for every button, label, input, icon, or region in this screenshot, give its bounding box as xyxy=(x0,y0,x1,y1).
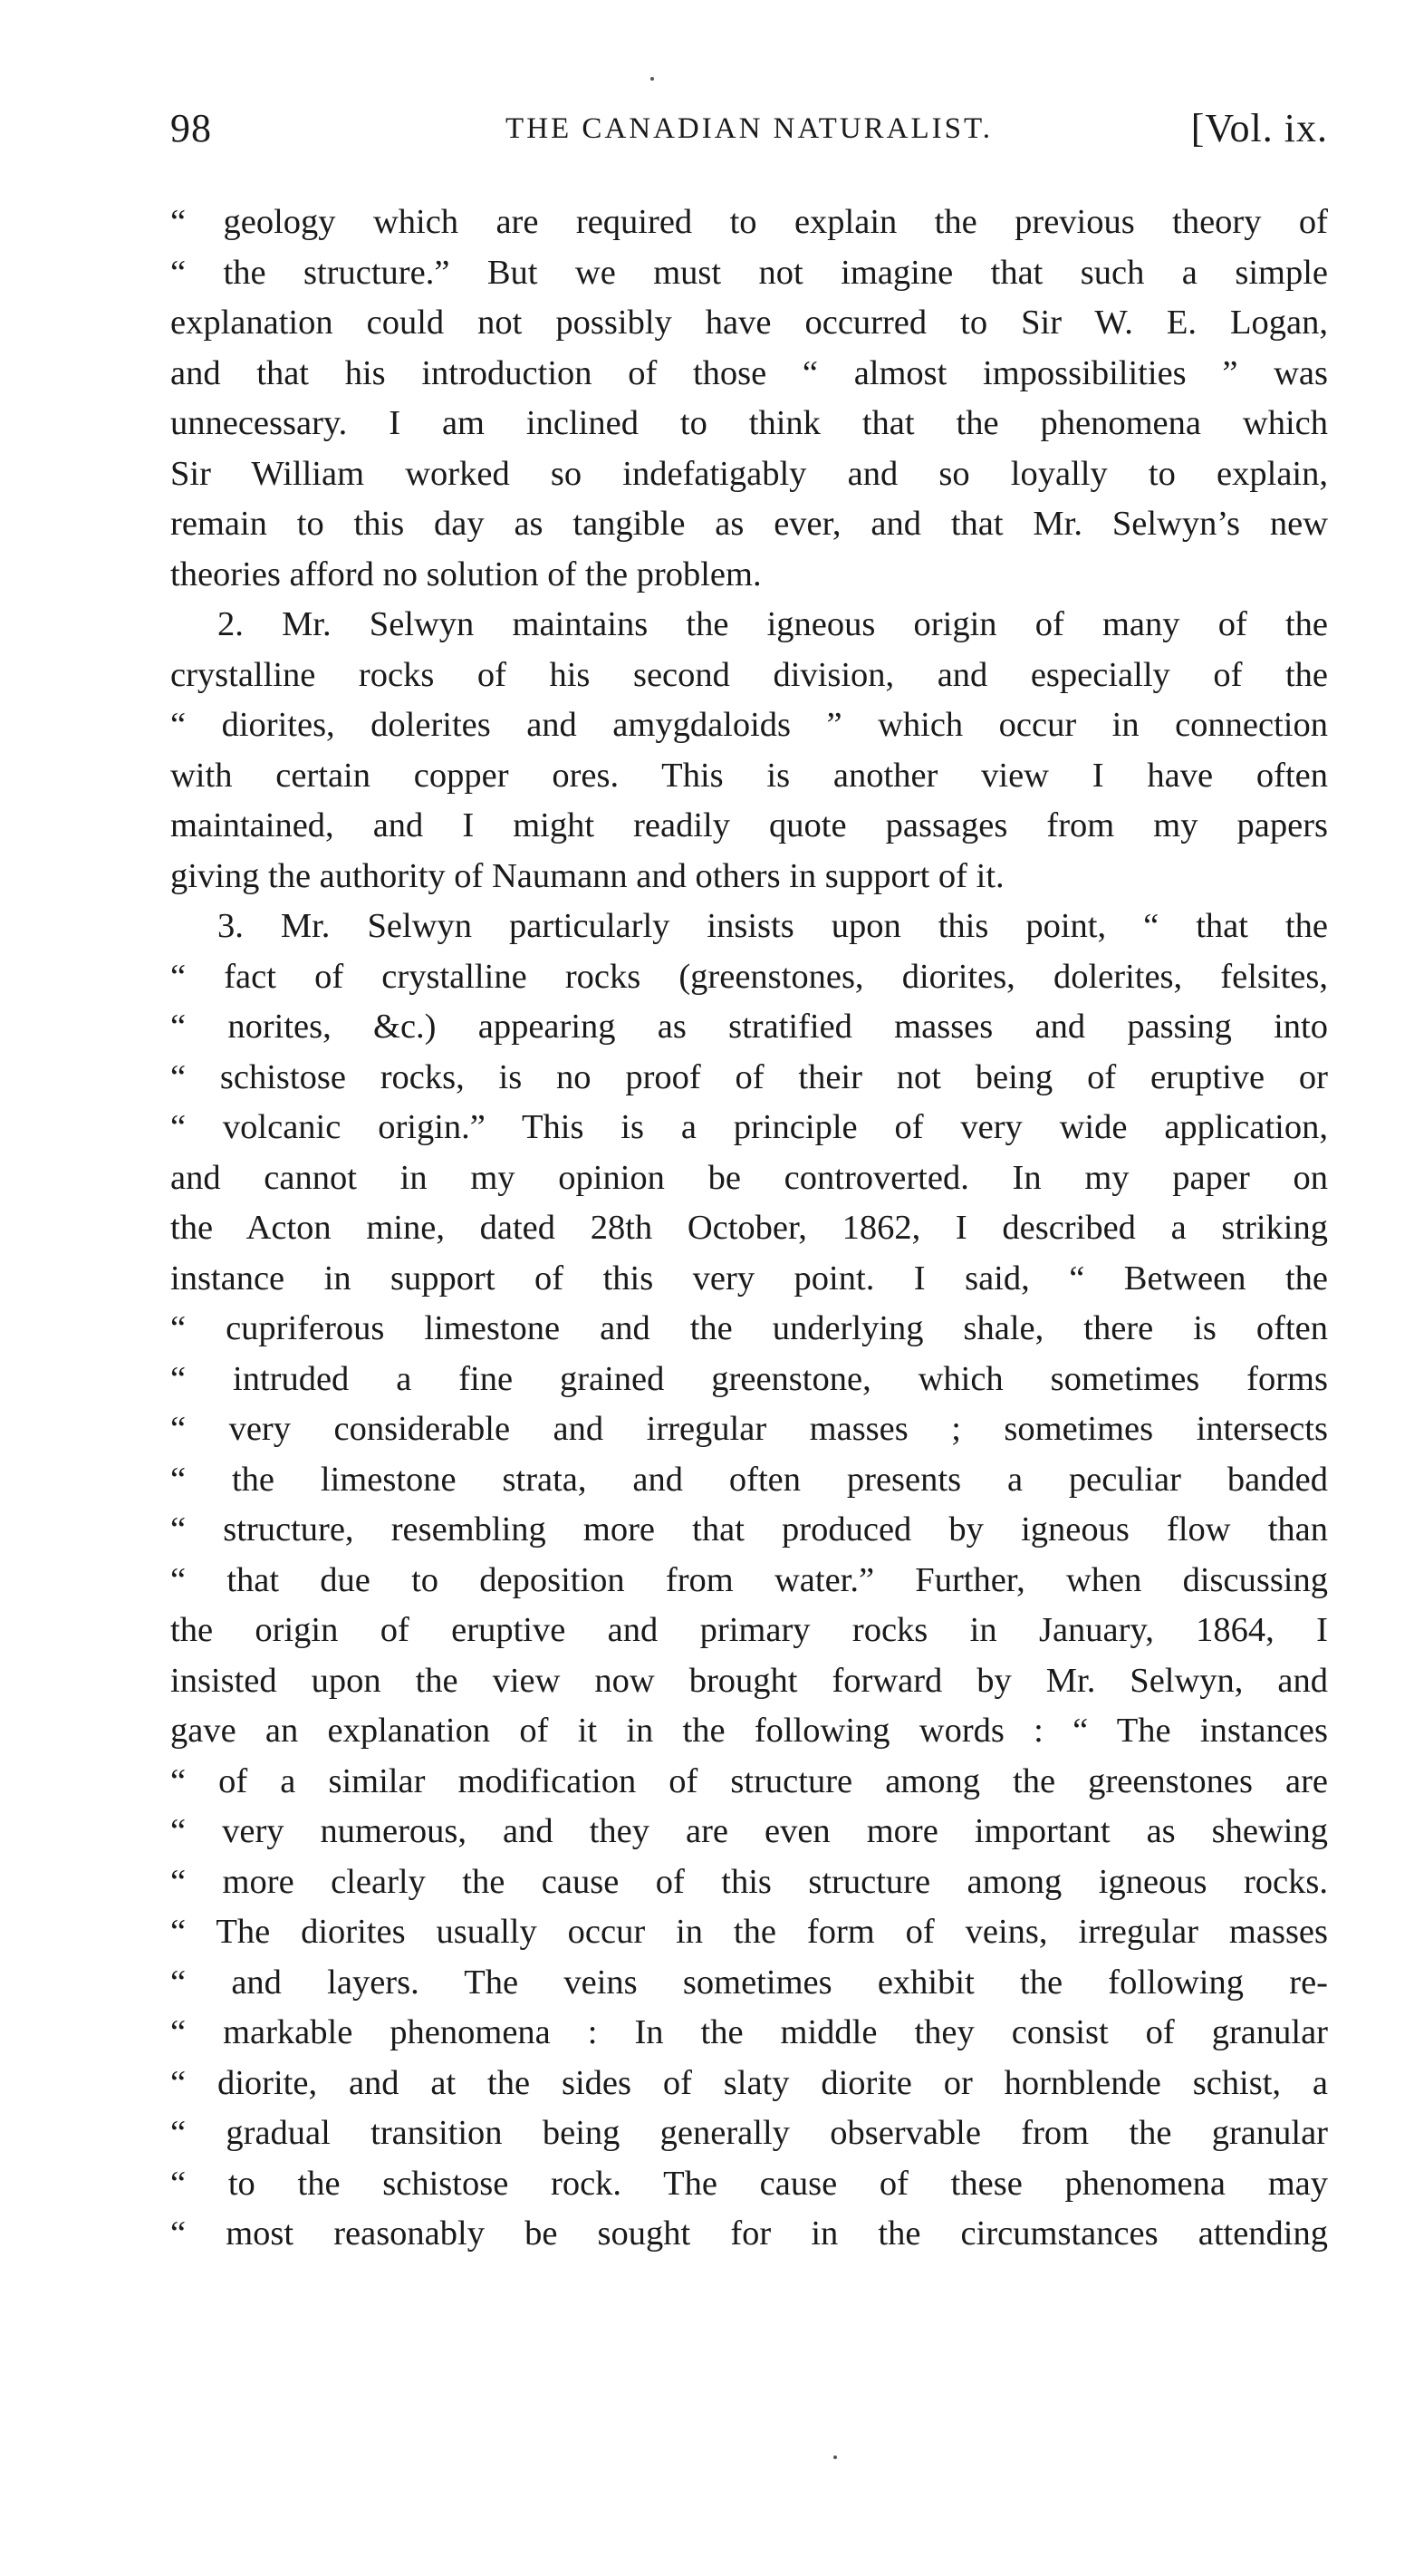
text-line: “ of a similar modification of structure among the greenstones are xyxy=(170,1761,1328,1800)
text-line: unnecessary. I am inclined to think that the phenomena which xyxy=(170,404,1328,442)
text-line: “ the limestone strata, and often presents a peculiar banded xyxy=(170,1460,1328,1499)
text-line: maintained, and I might readily quote passages from my papers xyxy=(170,806,1328,844)
text-line: insisted upon the view now brought forward by Mr. Selwyn, and xyxy=(170,1661,1328,1700)
print-speck xyxy=(650,77,654,81)
text-line: “ the structure.” But we must not imagine that such a simple xyxy=(170,253,1328,292)
text-line: Sir William worked so indefatigably and so loyally to explain, xyxy=(170,454,1328,493)
text-line: crystalline rocks of his second division, and especially of the xyxy=(170,655,1328,694)
text-line: “ norites, &c.) appearing as stratified masses and passing into xyxy=(170,1008,1328,1046)
text-line: “ schistose rocks, is no proof of their not being of eruptive or xyxy=(170,1057,1328,1096)
text-line: theories afford no solution of the problem. xyxy=(170,555,762,593)
text-line: “ more clearly the cause of this structure among igneous rocks. xyxy=(170,1862,1328,1901)
running-head xyxy=(170,101,1328,156)
text-line: and that his introduction of those “ almost impossibilities ” was xyxy=(170,353,1328,392)
text-line: explanation could not possibly have occurred to Sir W. E. Logan, xyxy=(170,304,1328,342)
text-line: “ cupriferous limestone and the underlying shale, there is often xyxy=(170,1309,1328,1347)
print-speck xyxy=(833,2455,837,2459)
paragraph-start-line: 2. Mr. Selwyn maintains the igneous origin of many of the xyxy=(217,605,1328,643)
text-line: giving the authority of Naumann and others in support of it. xyxy=(170,856,1005,895)
text-line: “ and layers. The veins sometimes exhibit the following re- xyxy=(170,1963,1328,2002)
text-line: instance in support of this very point. I said, “ Between the xyxy=(170,1259,1328,1298)
text-line: “ geology which are required to explain the previous theory of xyxy=(170,203,1328,241)
text-line: “ volcanic origin.” This is a principle of very wide application, xyxy=(170,1108,1328,1146)
text-line: the origin of eruptive and primary rocks in January, 1864, I xyxy=(170,1611,1328,1649)
text-line: “ fact of crystalline rocks (greenstones, diorites, dolerites, felsites, xyxy=(170,957,1328,996)
text-line: “ markable phenomena : In the middle they consist of granular xyxy=(170,2013,1328,2051)
text-line: gave an explanation of it in the following words : “ The instances xyxy=(170,1712,1328,1750)
text-line: and cannot in my opinion be controverted. In my paper on xyxy=(170,1158,1328,1197)
text-line: “ diorite, and at the sides of slaty diorite or hornblende schist, a xyxy=(170,2063,1328,2102)
text-line: the Acton mine, dated 28th October, 1862, I described a striking xyxy=(170,1209,1328,1247)
running-title: THE CANADIAN NATURALIST. xyxy=(505,112,993,145)
text-line: “ The diorites usually occur in the form of veins, irregular masses xyxy=(170,1913,1328,1951)
text-line: “ diorites, dolerites and amygdaloids ” which occur in connection xyxy=(170,706,1328,744)
page-number: 98 xyxy=(170,106,212,150)
text-line: remain to this day as tangible as ever, and that Mr. Selwyn’s new xyxy=(170,505,1328,543)
text-line: “ most reasonably be sought for in the circumstances attending xyxy=(170,2214,1328,2253)
paragraph-start-line: 3. Mr. Selwyn particularly insists upon this point, “ that the xyxy=(217,907,1328,945)
text-line: with certain copper ores. This is another view I have often xyxy=(170,756,1328,795)
text-line: “ structure, resembling more that produced by igneous flow than xyxy=(170,1510,1328,1548)
text-line: “ gradual transition being generally observable from the granular xyxy=(170,2114,1328,2152)
text-line: “ very considerable and irregular masses ; sometimes intersects xyxy=(170,1410,1328,1448)
text-line: “ intruded a fine grained greenstone, which sometimes forms xyxy=(170,1359,1328,1398)
text-line: “ very numerous, and they are even more important as shewing xyxy=(170,1812,1328,1850)
text-line: “ that due to deposition from water.” Further, when discussing xyxy=(170,1560,1328,1599)
body-text xyxy=(170,198,1328,2260)
volume-label: [Vol. ix. xyxy=(1190,106,1328,150)
text-line: “ to the schistose rock. The cause of these phenomena may xyxy=(170,2164,1328,2203)
